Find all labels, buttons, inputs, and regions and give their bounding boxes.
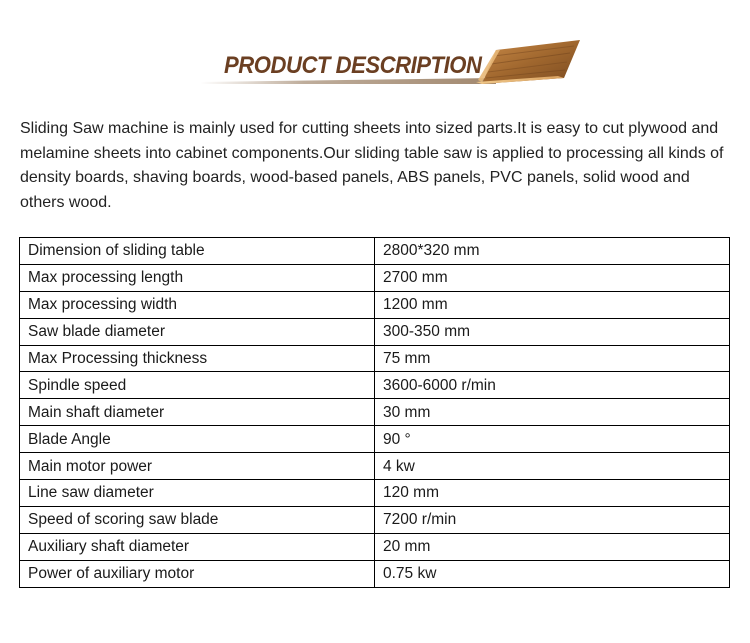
- spec-value: 300-350 mm: [375, 318, 730, 345]
- section-header: [196, 38, 586, 88]
- spec-label: Max processing width: [20, 291, 375, 318]
- spec-label: Max Processing thickness: [20, 345, 375, 372]
- spec-label: Spindle speed: [20, 372, 375, 399]
- table-row: [20, 480, 730, 507]
- spec-label: Dimension of sliding table: [20, 238, 375, 265]
- spec-label: Auxiliary shaft diameter: [20, 533, 375, 560]
- table-row: [20, 318, 730, 345]
- spec-value: 0.75 kw: [375, 560, 730, 587]
- spec-label: Blade Angle: [20, 426, 375, 453]
- page-title: PRODUCT DESCRIPTION: [224, 52, 482, 79]
- spec-label: Speed of scoring saw blade: [20, 506, 375, 533]
- table-row: [20, 264, 730, 291]
- table-row: [20, 345, 730, 372]
- table-row: [20, 372, 730, 399]
- spec-value: 90 °: [375, 426, 730, 453]
- spec-label: Main shaft diameter: [20, 399, 375, 426]
- spec-value: 1200 mm: [375, 291, 730, 318]
- spec-value: 75 mm: [375, 345, 730, 372]
- spec-value: 20 mm: [375, 533, 730, 560]
- table-row: [20, 426, 730, 453]
- table-row: [20, 453, 730, 480]
- specs-table: [19, 237, 730, 588]
- table-row: [20, 506, 730, 533]
- spec-value: 7200 r/min: [375, 506, 730, 533]
- table-row: [20, 291, 730, 318]
- spec-value: 30 mm: [375, 399, 730, 426]
- spec-label: Line saw diameter: [20, 480, 375, 507]
- table-row: [20, 533, 730, 560]
- spec-value: 120 mm: [375, 480, 730, 507]
- spec-label: Max processing length: [20, 264, 375, 291]
- spec-value: 4 kw: [375, 453, 730, 480]
- table-row: [20, 238, 730, 265]
- spec-value: 2800*320 mm: [375, 238, 730, 265]
- table-row: [20, 560, 730, 587]
- table-row: [20, 399, 730, 426]
- spec-value: 2700 mm: [375, 264, 730, 291]
- spec-label: Main motor power: [20, 453, 375, 480]
- spec-label: Saw blade diameter: [20, 318, 375, 345]
- product-description: Sliding Saw machine is mainly used for cutting sheets into sized parts.It is easy to cut plywood and melamine sheets into cabinet components.Our sliding table saw is applied to processing all kinds of density boards, shaving boards, wood-based panels, ABS panels, PVC panels, solid wood and others wood.: [20, 120, 724, 211]
- spec-value: 3600-6000 r/min: [375, 372, 730, 399]
- spec-label: Power of auxiliary motor: [20, 560, 375, 587]
